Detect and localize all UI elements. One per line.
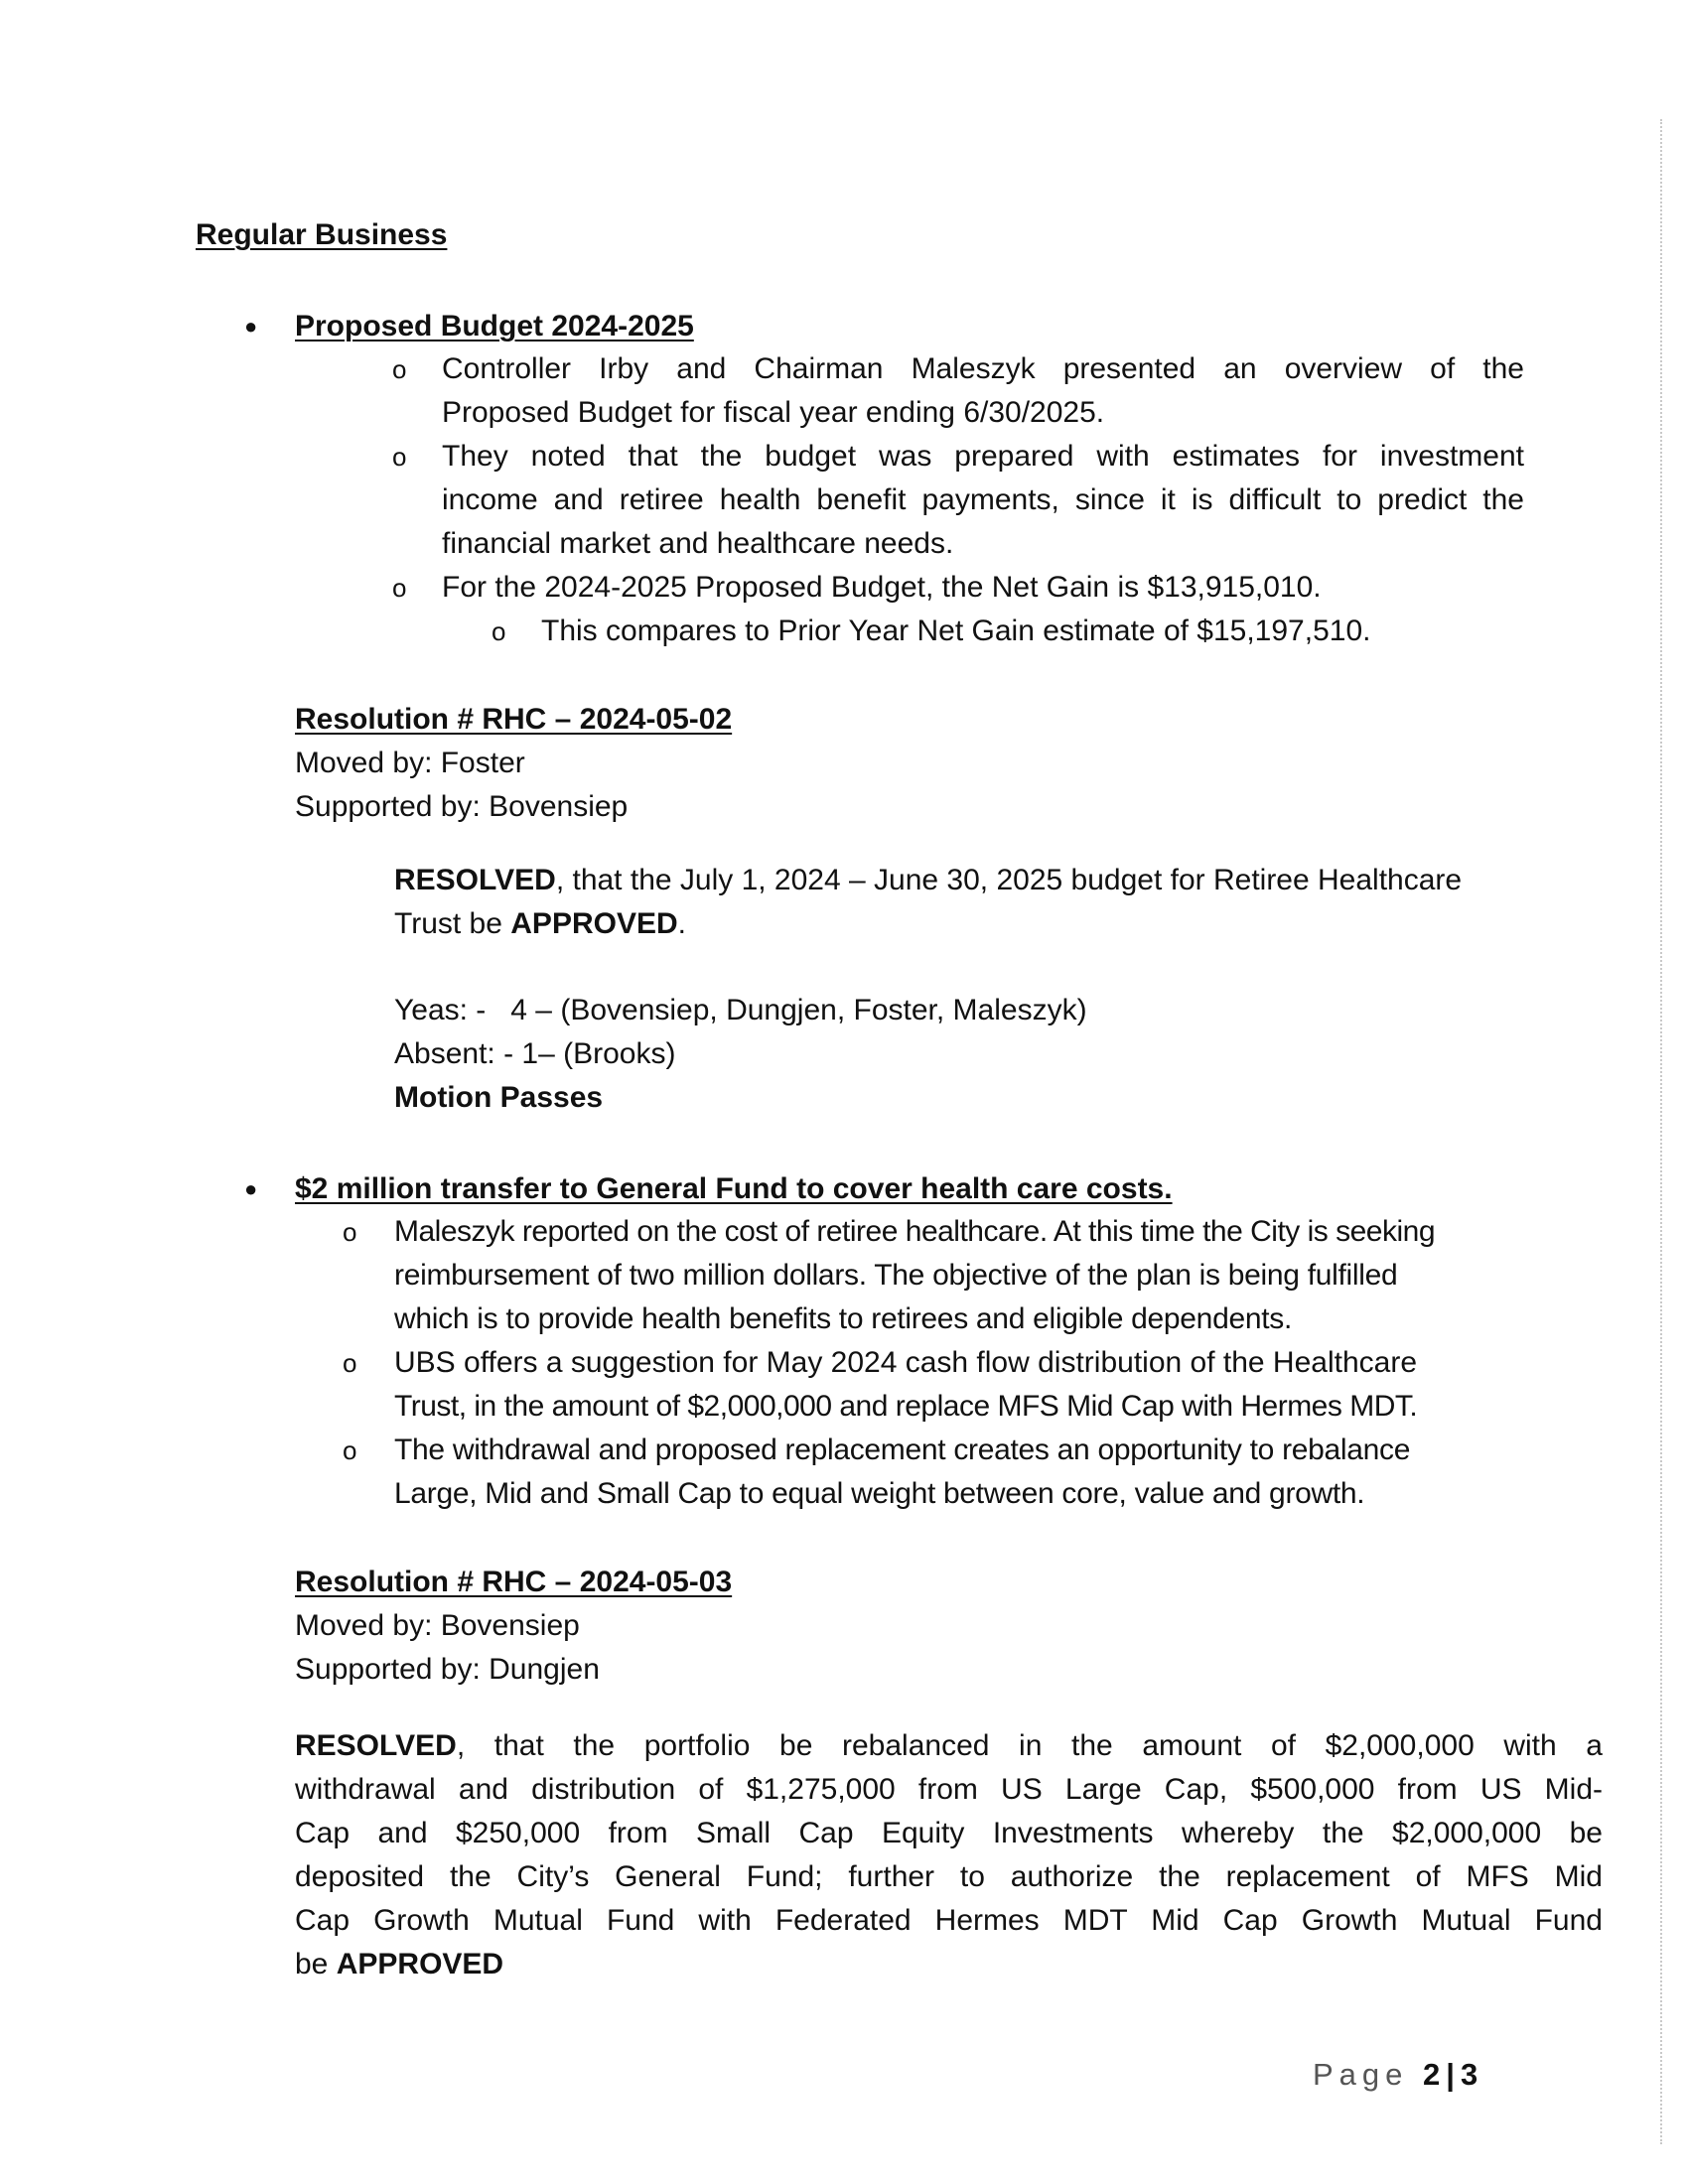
bullet-circle-icon: o bbox=[392, 442, 407, 472]
budget-point-2-line-1: They noted that the budget was prepared with estimates for investment bbox=[442, 440, 1524, 473]
bullet-circle-icon: o bbox=[492, 616, 506, 646]
bullet-circle-icon: o bbox=[392, 573, 407, 603]
resolved-keyword: RESOLVED bbox=[394, 864, 556, 896]
resolution-1-supported-by: Supported by: Bovensiep bbox=[295, 790, 629, 823]
transfer-point-3-line-1: The withdrawal and proposed replacement creates an opportunity to rebalance bbox=[394, 1433, 1411, 1466]
resolution-1-absent: Absent: - 1– (Brooks) bbox=[394, 1037, 676, 1070]
resolution-2-text-line-1: RESOLVED, that the portfolio be rebalanced in the amount of $2,000,000 with a bbox=[295, 1729, 1603, 1762]
bullet-dot-icon: ● bbox=[244, 314, 258, 339]
resolution-2-moved-by: Moved by: Bovensiep bbox=[295, 1609, 580, 1642]
page-edge-rule bbox=[1660, 119, 1662, 2144]
bullet-circle-icon: o bbox=[343, 1217, 357, 1247]
resolution-2-supported-by: Supported by: Dungjen bbox=[295, 1653, 600, 1686]
bullet-circle-icon: o bbox=[392, 354, 407, 384]
resolution-1-text-line-2: Trust be APPROVED. bbox=[394, 907, 686, 940]
resolution-2-text-line-2: withdrawal and distribution of $1,275,000 from US Large Cap, $500,000 from US Mid- bbox=[295, 1773, 1603, 1806]
approved-keyword: APPROVED bbox=[510, 907, 678, 940]
transfer-point-3-line-2: Large, Mid and Small Cap to equal weight between core, value and growth. bbox=[394, 1477, 1365, 1510]
resolution-2-text-line-6: be APPROVED bbox=[295, 1948, 504, 1980]
resolution-1-moved-by: Moved by: Foster bbox=[295, 747, 525, 779]
budget-subpoint: This compares to Prior Year Net Gain estimate of $15,197,510. bbox=[541, 614, 1371, 647]
budget-point-1-line-2: Proposed Budget for fiscal year ending 6/30/2025. bbox=[442, 396, 1105, 429]
resolved-keyword: RESOLVED bbox=[295, 1729, 457, 1762]
budget-point-2-line-3: financial market and healthcare needs. bbox=[442, 527, 954, 560]
page-total: 3 bbox=[1460, 2057, 1484, 2092]
section-title: Regular Business bbox=[196, 218, 448, 251]
transfer-point-2-line-2: Trust, in the amount of $2,000,000 and replace MFS Mid Cap with Hermes MDT. bbox=[394, 1390, 1418, 1423]
page-number bbox=[1313, 2053, 1483, 2097]
budget-point-3-line-1: For the 2024-2025 Proposed Budget, the Net Gain is $13,915,010. bbox=[442, 571, 1322, 604]
resolution-1-motion-result: Motion Passes bbox=[394, 1081, 604, 1114]
resolution-1-text-line-1: RESOLVED, that the July 1, 2024 – June 30, 2025 budget for Retiree Healthcare bbox=[394, 864, 1463, 896]
page-label: Page bbox=[1313, 2057, 1409, 2092]
budget-point-2-line-2: income and retiree health benefit payments, since it is difficult to predict the bbox=[442, 483, 1524, 516]
item-title-transfer: $2 million transfer to General Fund to cover health care costs. bbox=[295, 1172, 1173, 1205]
bullet-dot-icon: ● bbox=[244, 1176, 258, 1201]
resolution-2-text-line-5: Cap Growth Mutual Fund with Federated Hermes MDT Mid Cap Growth Mutual Fund bbox=[295, 1904, 1603, 1937]
budget-point-1-line-1: Controller Irby and Chairman Maleszyk presented an overview of the bbox=[442, 352, 1524, 385]
resolution-2-text-line-3: Cap and $250,000 from Small Cap Equity Investments whereby the $2,000,000 be bbox=[295, 1817, 1603, 1849]
resolution-2-title: Resolution # RHC – 2024-05-03 bbox=[295, 1566, 733, 1598]
approved-keyword: APPROVED bbox=[336, 1948, 504, 1980]
resolution-2-text-line-4: deposited the City’s General Fund; further to authorize the replacement of MFS Mid bbox=[295, 1860, 1603, 1893]
transfer-point-1-line-3: which is to provide health benefits to retirees and eligible dependents. bbox=[394, 1302, 1292, 1335]
bullet-circle-icon: o bbox=[343, 1435, 357, 1465]
page-current: 2 bbox=[1423, 2057, 1447, 2092]
resolution-1-yeas: Yeas: - 4 – (Bovensiep, Dungjen, Foster, Maleszyk) bbox=[394, 994, 1087, 1026]
transfer-point-1-line-1: Maleszyk reported on the cost of retiree healthcare. At this time the City is seeking bbox=[394, 1215, 1436, 1248]
resolution-1-title: Resolution # RHC – 2024-05-02 bbox=[295, 703, 733, 736]
item-title-budget: Proposed Budget 2024-2025 bbox=[295, 310, 694, 342]
transfer-point-2-line-1: UBS offers a suggestion for May 2024 cash flow distribution of the Healthcare bbox=[394, 1346, 1418, 1379]
transfer-point-1-line-2: reimbursement of two million dollars. The objective of the plan is being fulfilled bbox=[394, 1259, 1398, 1292]
bullet-circle-icon: o bbox=[343, 1348, 357, 1378]
page-separator: | bbox=[1446, 2057, 1461, 2092]
